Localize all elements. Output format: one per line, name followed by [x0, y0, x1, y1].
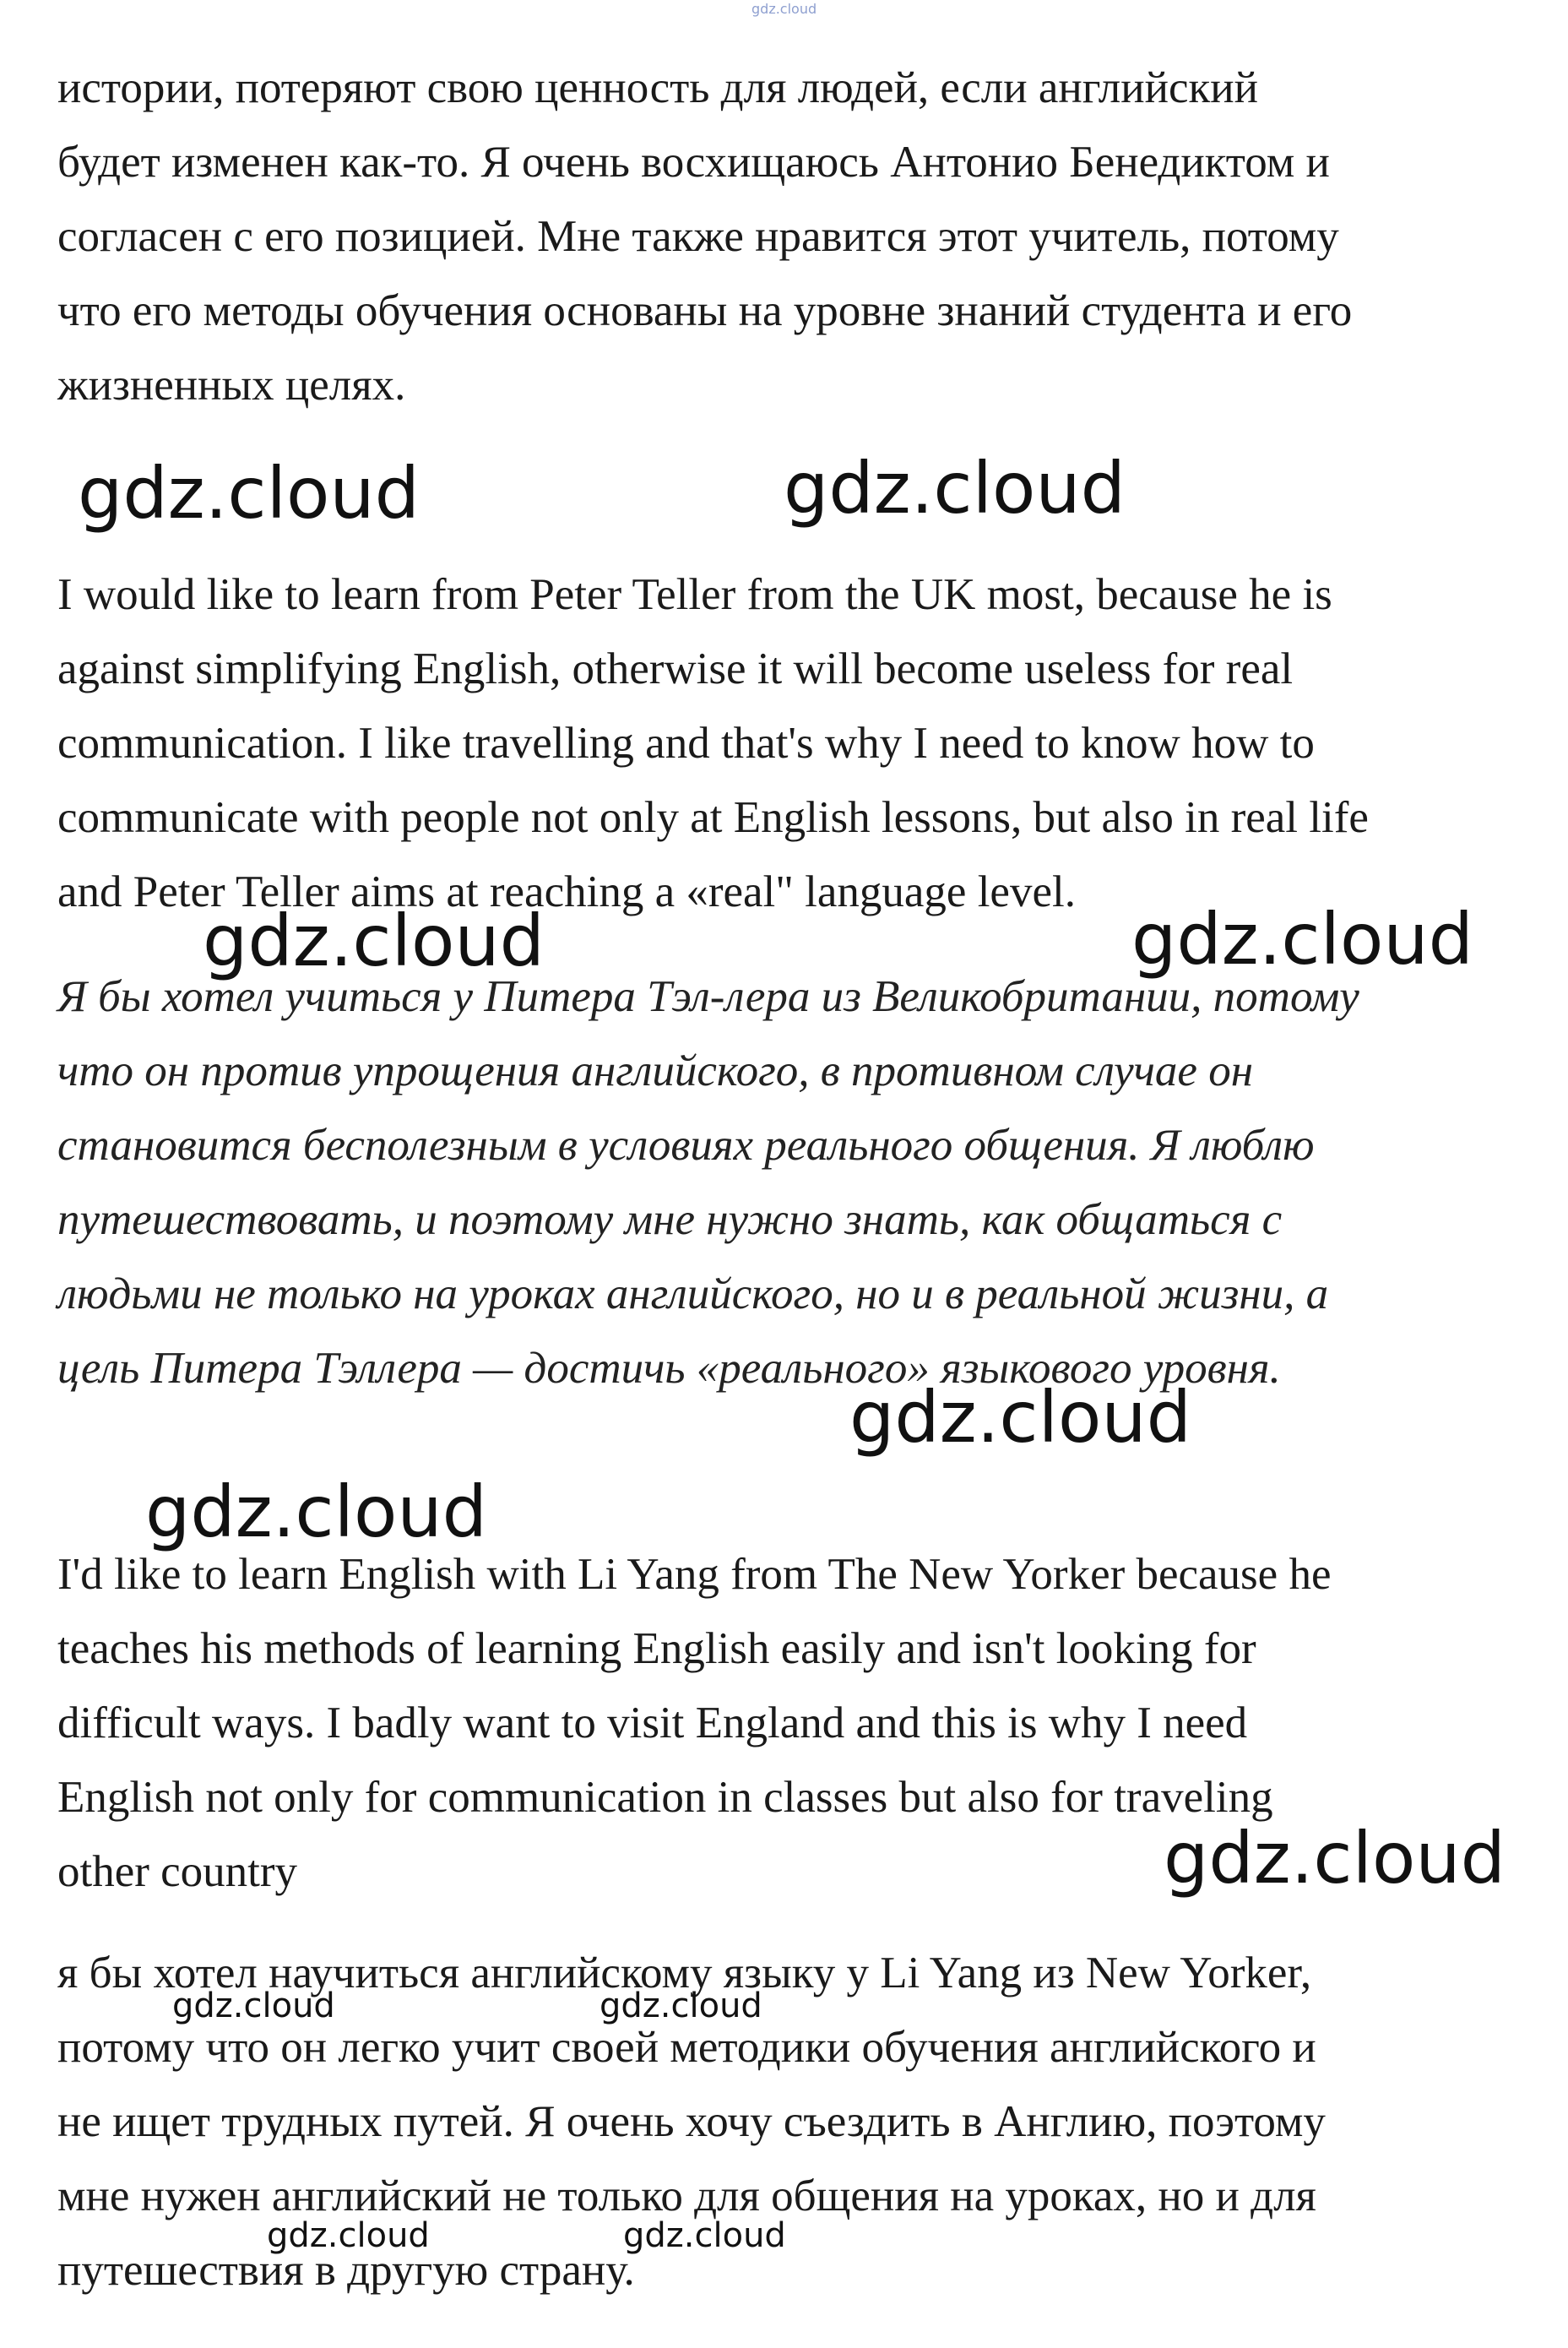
watermark-11: gdz.cloud [623, 2216, 786, 2255]
watermark-2: gdz.cloud [784, 447, 1126, 530]
watermark-7: gdz.cloud [1164, 1817, 1506, 1900]
watermark-9: gdz.cloud [600, 1987, 762, 2025]
watermark-10: gdz.cloud [267, 2216, 430, 2255]
header-watermark: gdz.cloud [751, 1, 817, 17]
watermark-3: gdz.cloud [203, 900, 545, 982]
paragraph-russian-italic-translation: Я бы хотел учиться у Питера Тэл-лера из Великобритании, потому что он против упрощения английского, в противном случае он становится бесполезным в условиях реального общения. Я люблю путешествовать, и поэтому мне нужно знать, как общаться с людьми не только на уроках английского, но и в реальной жизни, а цель Питера Тэллера — достичь «реального» языкового уровня. [57, 972, 1359, 1393]
watermark-4: gdz.cloud [1131, 898, 1473, 981]
paragraph-russian-antonio: истории, потеряют свою ценность для людей, если английский будет изменен как-то. Я очень восхищаюсь Антонио Бенедиктом и согласен с его позицией. Мне также нравится этот учитель, потому что его методы обучения основаны на уровне знаний студента и его жизненных целях. [57, 63, 1353, 410]
watermark-6: gdz.cloud [145, 1470, 487, 1553]
watermark-5: gdz.cloud [849, 1376, 1191, 1459]
watermark-1: gdz.cloud [78, 452, 420, 535]
paragraph-russian-li-yang: я бы хотел научиться английскому языку у Li Yang из New Yorker, потому что он легко учит своей методики обучения английского и не ищет трудных путей. Я очень хочу съездить в Англию, поэтому мне нужен английский не только для общения на уроках, но и для путешествия в другую страну. [57, 1949, 1326, 2295]
watermark-8: gdz.cloud [172, 1987, 335, 2025]
paragraph-english-peter-teller: I would like to learn from Peter Teller from the UK most, because he is against simplifying English, otherwise it will become useless for real communication. I like travelling and that's why I need to know how to communicate with people not only at English lessons, but also in real life and Peter Teller aims at reaching a «real" language level. [57, 570, 1369, 916]
paragraph-english-li-yang: I'd like to learn English with Li Yang from The New Yorker because he teaches his methods of learning English easily and isn't looking for difficult ways. I badly want to visit England and this is why I need English not only for communication in classes but also for traveling other country [57, 1550, 1332, 1896]
